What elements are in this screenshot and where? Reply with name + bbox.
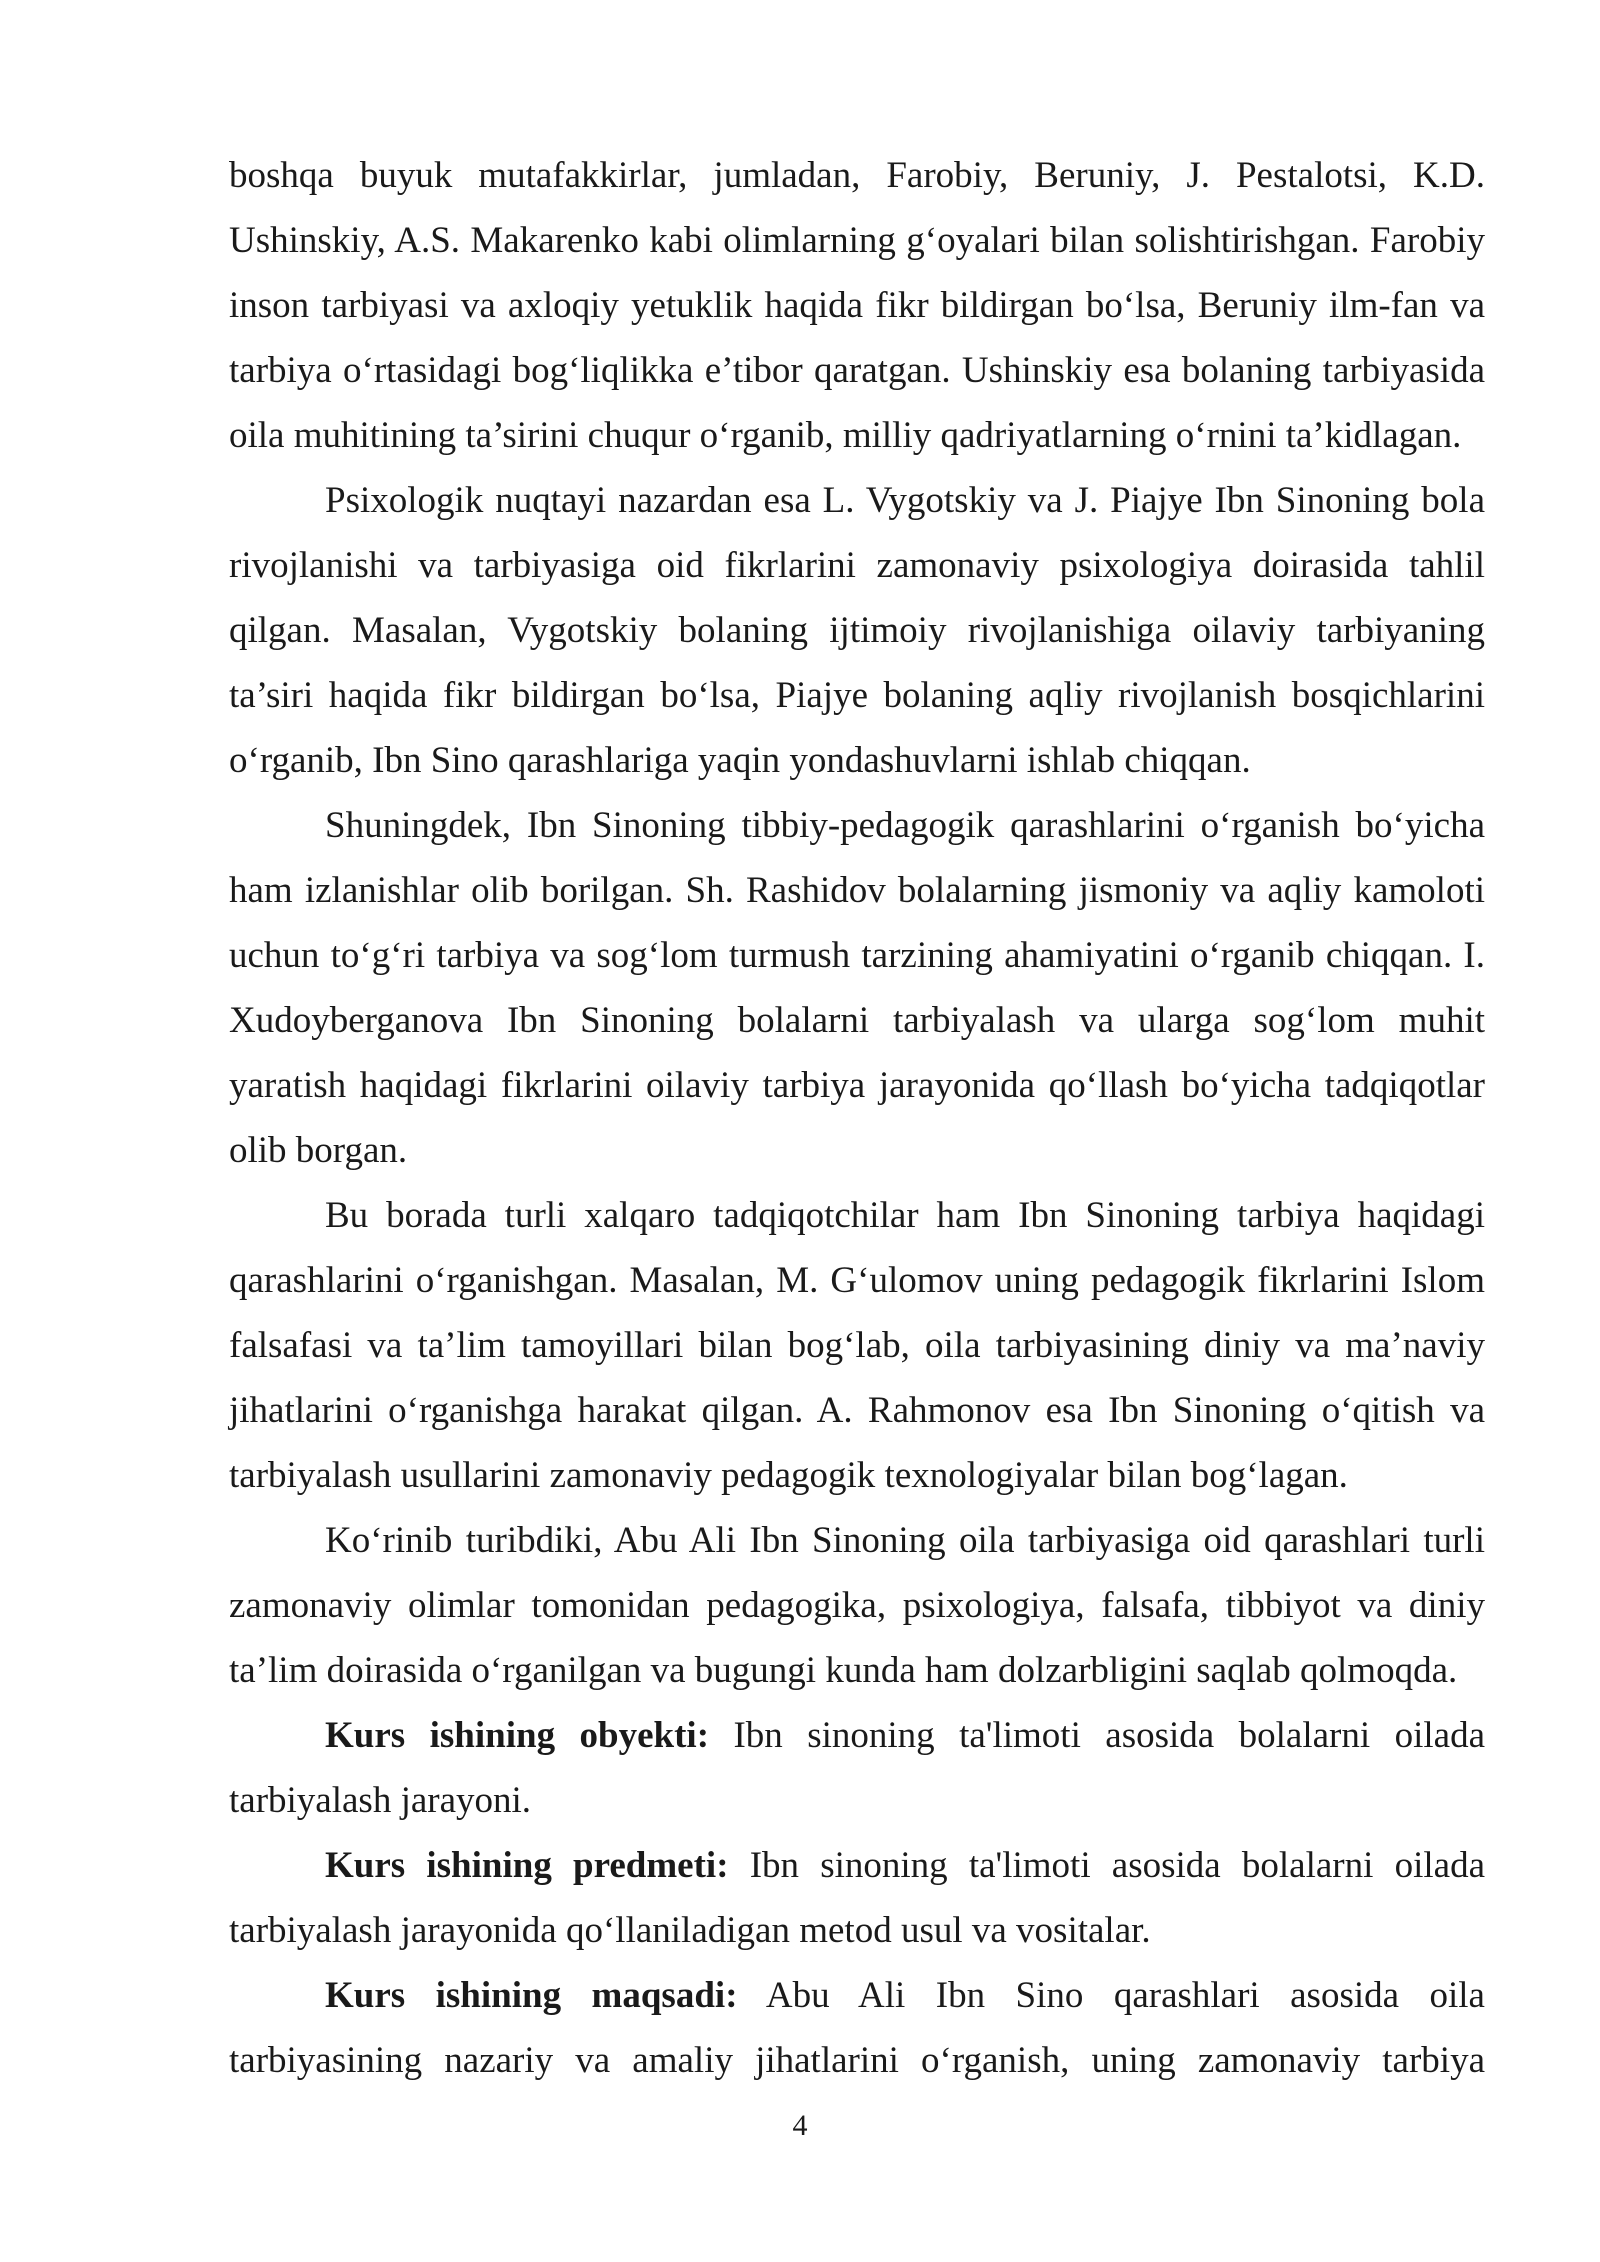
paragraph-object xyxy=(229,1703,1485,1833)
paragraph-conclusion: Ko‘rinib turibdiki, Abu Ali Ibn Sinoning oila tarbiyasiga oid qarashlari turli zamonaviy olimlar tomonidan pedagogika, psixologiya, falsafa, tibbiyot va diniy ta’lim doirasida o‘rganilgan va bugungi kunda ham dolzarbligini saqlab qolmoqda. xyxy=(229,1520,1485,1691)
page-number: 4 xyxy=(792,2109,808,2142)
object-text: Ibn sinoning ta'limoti asosida bolalarni oilada tarbiyalash jarayoni. xyxy=(229,1715,1485,1821)
body-text xyxy=(229,143,1485,2093)
goal-label: Kurs ishining maqsadi: xyxy=(325,1975,738,2016)
object-label: Kurs ishining obyekti: xyxy=(325,1715,710,1756)
subject-label: Kurs ishining predmeti: xyxy=(325,1845,729,1886)
paragraph-continuation: boshqa buyuk mutafakkirlar, jumladan, Farobiy, Beruniy, J. Pestalotsi, K.D. Ushinskiy, A.S. Makarenko kabi olimlarning g‘oyalari bilan solishtirishgan. Farobiy inson tarbiyasi va axloqiy yetuklik haqida fikr bildirgan bo‘lsa, Beruniy ilm-fan va tarbiya o‘rtasidagi bog‘liqlikka e’tibor qaratgan. Ushinskiy esa bolaning tarbiyasida oila muhitining ta’sirini chuqur o‘rganib, milliy qadriyatlarning o‘rnini ta’kidlagan. xyxy=(229,155,1485,456)
paragraph-international-research: Bu borada turli xalqaro tadqiqotchilar ham Ibn Sinoning tarbiya haqidagi qarashlarini o‘rganishgan. Masalan, M. G‘ulomov uning pedagogik fikrlarini Islom falsafasi va ta’lim tamoyillari bilan bog‘lab, oila tarbiyasining diniy va ma’naviy jihatlarini o‘rganishga harakat qilgan. A. Rahmonov esa Ibn Sinoning o‘qitish va tarbiyalash usullarini zamonaviy pedagogik texnologiyalar bilan bog‘lagan. xyxy=(229,1195,1485,1496)
paragraph-subject xyxy=(229,1833,1485,1963)
goal-text: Abu Ali Ibn Sino qarashlari asosida oila tarbiyasining nazariy va amaliy jihatlarini o‘rganish, uning zamonaviy tarbiya xyxy=(229,1975,1485,2081)
paragraph-psychology: Psixologik nuqtayi nazardan esa L. Vygotskiy va J. Piajye Ibn Sinoning bola rivojlanishi va tarbiyasiga oid fikrlarini zamonaviy psixologiya doirasida tahlil qilgan. Masalan, Vygotskiy bolaning ijtimoiy rivojlanishiga oilaviy tarbiyaning ta’siri haqida fikr bildirgan bo‘lsa, Piajye bolaning aqliy rivojlanish bosqichlarini o‘rganib, Ibn Sino qarashlariga yaqin yondashuvlarni ishlab chiqqan. xyxy=(229,480,1485,781)
subject-text: Ibn sinoning ta'limoti asosida bolalarni oilada tarbiyalash jarayonida qo‘llaniladigan metod usul va vositalar. xyxy=(229,1845,1485,1951)
paragraph-goal xyxy=(229,1963,1485,2093)
paragraph-medical-pedagogy: Shuningdek, Ibn Sinoning tibbiy-pedagogik qarashlarini o‘rganish bo‘yicha ham izlanishlar olib borilgan. Sh. Rashidov bolalarning jismoniy va aqliy kamoloti uchun to‘g‘ri tarbiya va sog‘lom turmush tarzining ahamiyatini o‘rganib chiqqan. I. Xudoyberganova Ibn Sinoning bolalarni tarbiyalash va ularga sog‘lom muhit yaratish haqidagi fikrlarini oilaviy tarbiya jarayonida qo‘llash bo‘yicha tadqiqotlar olib borgan. xyxy=(229,805,1485,1171)
